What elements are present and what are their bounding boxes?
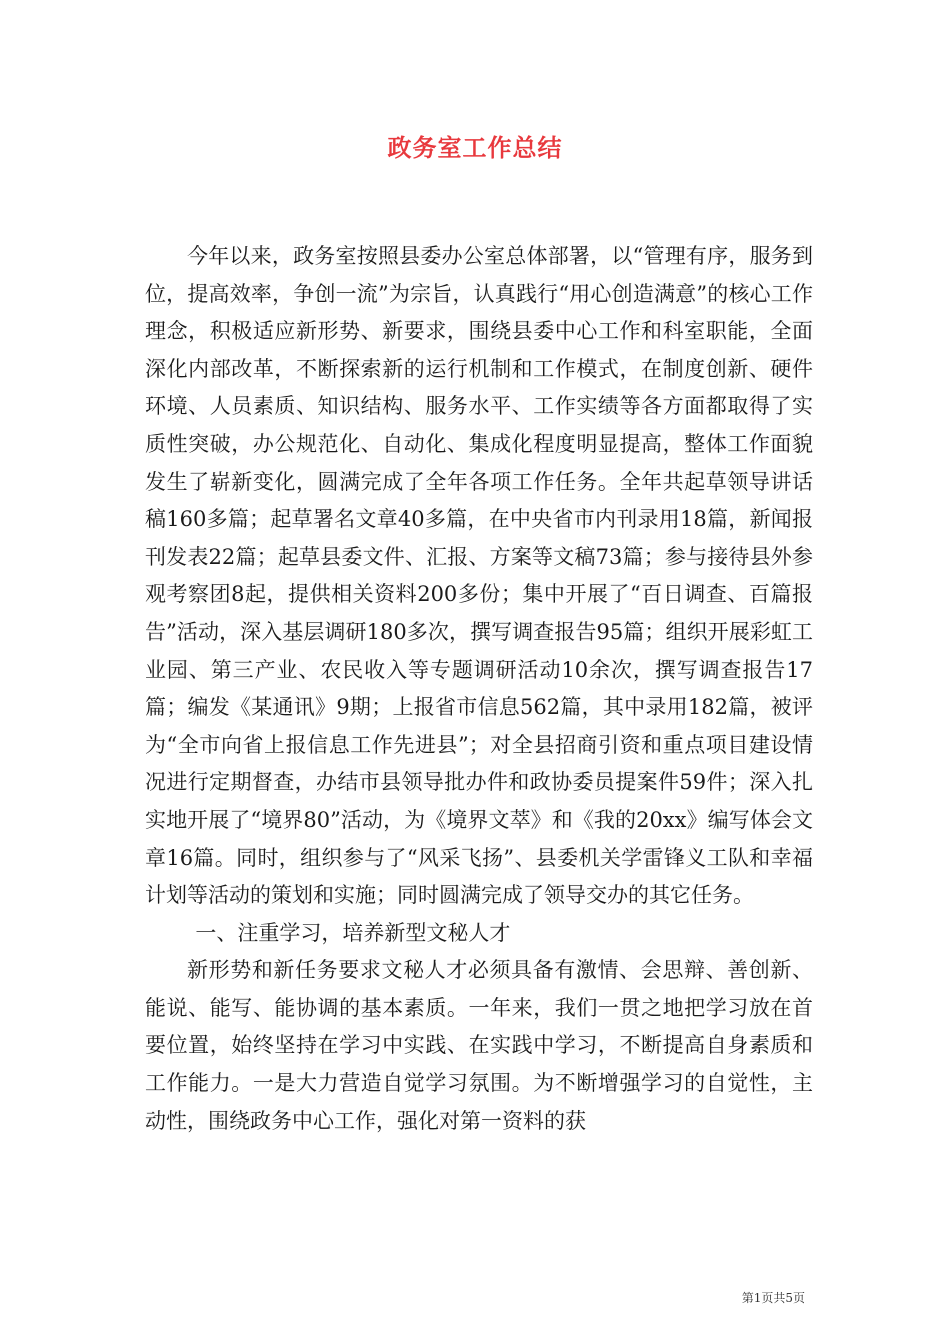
section-heading: 一、注重学习，培养新型文秘人才 (195, 920, 511, 945)
section-paragraph: 新形势和新任务要求文秘人才必须具备有激情、会思辩、善创新、能说、能写、能协调的基本素质。一年来，我们一贯之地把学习放在首要位置，始终坚持在学习中实践、在实践中学习，不断提高自身素质和工作能力。一是大力营造自觉学习氛围。为不断增强学习的自觉性，主动性，围绕政务中心工作，强化对第一资料的获 (145, 958, 813, 1133)
page-number: 第1页共5页 (741, 1291, 805, 1305)
document-body (145, 238, 813, 1140)
document-title: 政务室工作总结 (387, 133, 563, 162)
intro-paragraph: 今年以来，政务室按照县委办公室总体部署，以“管理有序，服务到位，提高效率，争创一流”为宗旨，认真践行“用心创造满意”的核心工作理念，积极适应新形势、新要求，围绕县委中心工作和科室职能，全面深化内部改革，不断探索新的运行机制和工作模式，在制度创新、硬件环境、人员素质、知识结构、服务水平、工作实绩等各方面都取得了实质性突破，办公规范化、自动化、集成化程度明显提高，整体工作面貌发生了崭新变化，圆满完成了全年各项工作任务。全年共起草领导讲话稿160多篇；起草署名文章40多篇，在中央省市内刊录用18篇，新闻报刊发表22篇；起草县委文件、汇报、方案等文稿73篇；参与接待县外参观考察团8起，提供相关资料200多份；集中开展了“百日调查、百篇报告”活动，深入基层调研180多次，撰写调查报告95篇；组织开展彩虹工业园、第三产业、农民收入等专题调研活动10余次，撰写调查报告17篇；编发《某通讯》9期；上报省市信息562篇，其中录用182篇，被评为“全市向省上报信息工作先进县”；对全县招商引资和重点项目建设情况进行定期督查，办结市县领导批办件和政协委员提案件59件；深入扎实地开展了“境界80”活动，为《境界文萃》和《我的20xx》编写体会文章16篇。同时，组织参与了“风采飞扬”、县委机关学雷锋义工队和幸福计划等活动的策划和实施；同时圆满完成了领导交办的其它任务。 (145, 244, 813, 908)
